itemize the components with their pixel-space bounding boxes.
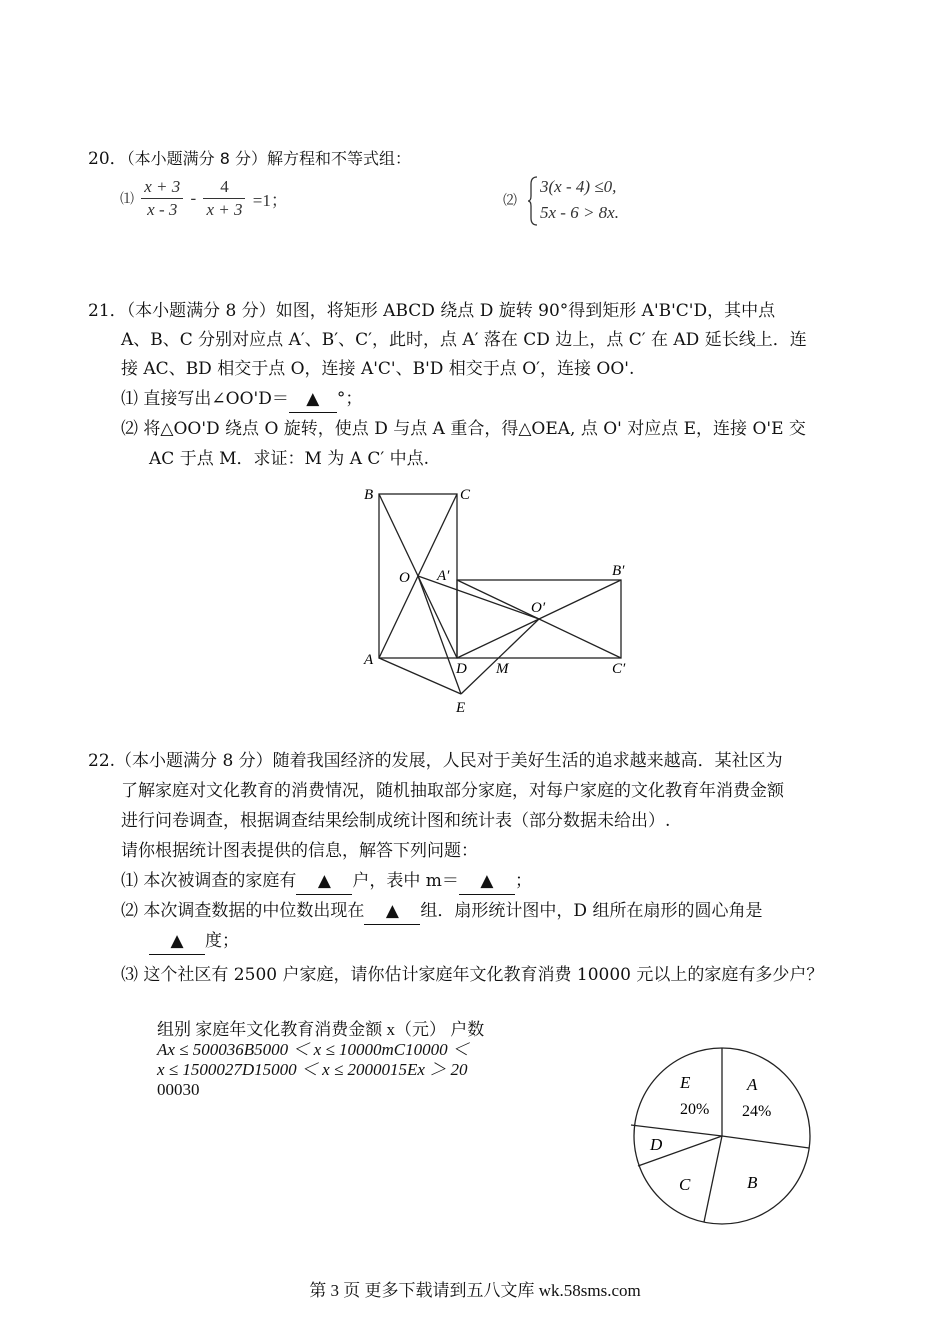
pie-label-a-pct: 24% [742, 1103, 772, 1120]
pie-label-e: E [680, 1073, 691, 1092]
segment-ae [379, 658, 461, 694]
q22-s2-blank2: ▲ [149, 928, 205, 955]
q20-brace [527, 176, 539, 226]
label-o: O [399, 570, 410, 586]
q22-s2-b: 组．扇形统计图中，D 组所在扇形的圆心角是 [420, 901, 763, 921]
q22-table-line-2: Ax ≤ 500036B5000 ＜ x ≤ 10000mC10000 ＜ [157, 1040, 469, 1059]
q21-line1-text: （本小题满分 8 分）如图，将矩形 ABCD 绕点 D 旋转 90°得到矩形 A'B'C'D，其中点 [126, 301, 776, 321]
q20-heading [88, 146, 411, 172]
pie-divider-ab [722, 1136, 809, 1148]
q20-part1 [120, 176, 288, 221]
q22-table-line-1: 组别 家庭年文化教育消费金额 x（元） 户数 [157, 1020, 485, 1039]
q21-geometry-figure [350, 480, 650, 720]
pie-divider-bc [704, 1136, 722, 1222]
q20-p1-frac1-num: x + 3 [141, 176, 183, 199]
q22-s1-a: ⑴ 本次被调查的家庭有 [121, 871, 297, 891]
q22-line1 [88, 748, 783, 774]
label-a-prime: A′ [437, 568, 450, 584]
q22-line4: 请你根据统计图表提供的信息，解答下列问题： [121, 841, 478, 861]
q20-p2-label: ⑵ [503, 194, 517, 209]
q22-s2-c: 度； [205, 931, 239, 951]
q22-s1-blank2: ▲ [459, 868, 515, 895]
q22-number: 22. [88, 751, 116, 771]
segment-eo1 [461, 619, 539, 694]
q21-line3: 接 AC、BD 相交于点 O，连接 A'C'、B'D 相交于点 O′，连接 OO'. [121, 359, 635, 379]
pie-label-c: C [679, 1175, 691, 1194]
pie-divider-de [631, 1125, 722, 1136]
q21-sub2-line2: AC 于点 M．求证：M 为 A C′ 中点. [149, 449, 430, 469]
q20-p1-rhs: =1； [252, 191, 288, 210]
q20-p1-frac2-den: x + 3 [206, 200, 243, 219]
pie-label-e-pct: 20% [680, 1101, 710, 1118]
q22-sub2 [121, 898, 762, 925]
label-b: B [364, 487, 374, 503]
q20-head: （本小题满分 8 分）解方程和不等式组： [126, 149, 411, 168]
label-c-prime: C′ [612, 661, 626, 677]
q22-table-line-3: x ≤ 1500027D15000 ＜ x ≤ 2000015Ex ＞ 20 [157, 1060, 468, 1079]
q22-line3: 进行问卷调查，根据调查结果绘制成统计图和统计表（部分数据未给出）. [121, 811, 671, 831]
q21-sub2-line1: ⑵ 将△OO'D 绕点 O 旋转，使点 D 与点 A 重合，得△OEA, 点 O' 对应点 E，连接 O'E 交 [121, 419, 806, 439]
segment-oe [418, 576, 461, 694]
pie-label-d: D [650, 1135, 663, 1154]
q22-s1-blank1: ▲ [296, 868, 352, 895]
q22-table [157, 1020, 597, 1100]
q20-p1-fraction2 [203, 176, 245, 221]
pie-label-a: A [747, 1075, 758, 1094]
q20-p1-fraction1 [141, 176, 183, 221]
label-e: E [456, 700, 466, 716]
q21-line2: A、B、C 分别对应点 A′、B′、C′，此时，点 A′ 落在 CD 边上，点 C′ 在 AD 延长线上．连 [121, 330, 807, 350]
q22-s1-c: ； [514, 871, 532, 891]
q21-number: 21． [88, 301, 127, 321]
label-m: M [496, 661, 509, 677]
q22-line2: 了解家庭对文化教育的消费情况，随机抽取部分家庭，对每户家庭的文化教育年消费金额 [121, 781, 784, 801]
q20-number: 20． [88, 149, 127, 169]
label-b-prime: B′ [612, 563, 625, 579]
pie-label-b: B [747, 1173, 758, 1192]
q22-sub3: ⑶ 这个社区有 2500 户家庭，请你估计家庭年文化教育消费 10000 元以上的家庭有多少户？ [121, 965, 824, 985]
q21-s1-pre: ⑴ 直接写出∠OO'D＝ [121, 389, 289, 409]
q22-s2-blank1: ▲ [364, 898, 420, 925]
q21-sub1 [121, 386, 362, 413]
q20-ineq1: 3(x - 4) ≤0, [540, 177, 617, 196]
label-a: A [364, 652, 374, 668]
q21-s1-answer-blank: ▲ [289, 386, 337, 413]
q20-p1-frac1-den: x - 3 [147, 200, 178, 219]
q22-table-line-4: 00030 [157, 1080, 200, 1099]
q22-s2-a: ⑵ 本次调查数据的中位数出现在 [121, 901, 365, 921]
label-c: C [460, 487, 471, 503]
q22-sub1 [121, 868, 532, 895]
q22-sub2-cont [149, 928, 239, 955]
q21-line1 [88, 298, 775, 324]
q22-pie-chart [625, 1045, 825, 1235]
q20-ineq2: 5x - 6 > 8x. [540, 203, 619, 222]
page-footer: 第 3 页 更多下载请到五八文库 wk.58sms.com [309, 1281, 641, 1300]
q22-s1-b: 户，表中 m＝ [352, 871, 459, 891]
label-o-prime: O′ [531, 600, 546, 616]
q20-p1-frac2-num: 4 [203, 176, 245, 199]
q21-s1-post: °； [336, 389, 363, 409]
label-d: D [456, 661, 467, 677]
q20-p1-minus: - [190, 188, 197, 208]
q22-line1-text: （本小题满分 8 分）随着我国经济的发展，人民对于美好生活的追求越来越高．某社区为 [115, 751, 783, 771]
q20-p1-label: ⑴ [120, 192, 134, 208]
